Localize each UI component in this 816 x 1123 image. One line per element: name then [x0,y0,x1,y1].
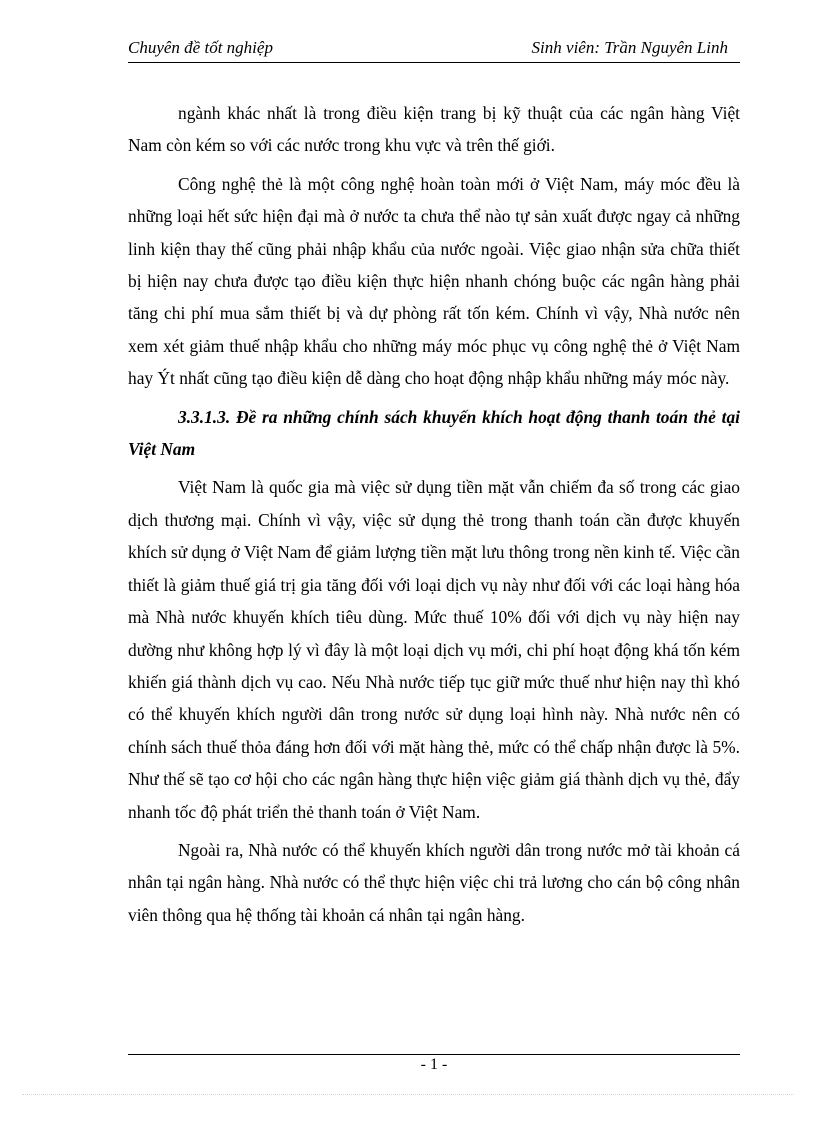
document-body [128,97,740,931]
paragraph-card-technology: Công nghệ thẻ là một công nghệ hoàn toàn mới ở Việt Nam, máy móc đều là những loại hết sức hiện đại mà ở nước ta chưa thể nào tự sản xuất được ngay cả những linh kiện thay thế cũng phải nhập khẩu của nước ngoài. Việc giao nhận sửa chữa thiết bị hiện nay chưa được tạo điều kiện thực hiện nhanh chóng buộc các ngân hàng phải tăng chi phí mua sắm thiết bị và dự phòng rất tốn kém. Chính vì vậy, Nhà nước nên xem xét giảm thuế nhập khẩu cho những máy móc phục vụ công nghệ thẻ ở Việt Nam hay Ýt nhất cũng tạo điều kiện dễ dàng cho hoạt động nhập khẩu những máy móc này. [128,173,740,389]
paragraph-continuation: ngành khác nhất là trong điều kiện trang bị kỹ thuật của các ngân hàng Việt Nam còn kém so với các nước trong khu vực và trên thế giới. [128,103,740,156]
section-heading: 3.3.1.3. Đề ra những chính sách khuyến khích hoạt động thanh toán thẻ tại Việt Nam [128,406,740,460]
page-number: - 1 - [420,1056,448,1073]
page-bottom-dotted-line [22,1094,794,1095]
footer-divider [128,1054,740,1055]
header-author: Sinh viên: Trần Nguyên Linh [531,38,728,57]
page-header [128,36,740,63]
paragraph-personal-accounts: Ngoài ra, Nhà nước có thể khuyến khích người dân trong nước mở tài khoản cá nhân tại ngân hàng. Nhà nước có thể thực hiện việc chi trả lương cho cán bộ công nhân viên thông qua hệ thống tài khoản cá nhân tại ngân hàng. [128,839,740,925]
header-document-title: Chuyên đề tốt nghiệp [128,38,273,57]
paragraph-cash-usage: Việt Nam là quốc gia mà việc sử dụng tiền mặt vẫn chiếm đa số trong các giao dịch thương mại. Chính vì vậy, việc sử dụng thẻ trong thanh toán cần được khuyến khích sử dụng ở Việt Nam để giảm lượng tiền mặt lưu thông trong nền kinh tế. Việc cần thiết là giảm thuế giá trị gia tăng đối với loại dịch vụ này như đối với các loại hàng hóa mà Nhà nước khuyến khích tiêu dùng. Mức thuế 10% đối với dịch vụ này hiện nay dường như không hợp lý vì đây là một loại dịch vụ mới, chi phí hoạt động khá tốn kém khiến giá thành dịch vụ cao. Nếu Nhà nước tiếp tục giữ mức thuế như hiện nay thì khó có thể khuyến khích người dân trong nước sử dụng loại hình này. Nhà nước nên có chính sách thuế thỏa đáng hơn đối với mặt hàng thẻ, mức có thể chấp nhận được là 5%. Như thế sẽ tạo cơ hội cho các ngân hàng thực hiện việc giảm giá thành dịch vụ thẻ, đẩy nhanh tốc độ phát triển thẻ thanh toán ở Việt Nam. [128,477,740,822]
